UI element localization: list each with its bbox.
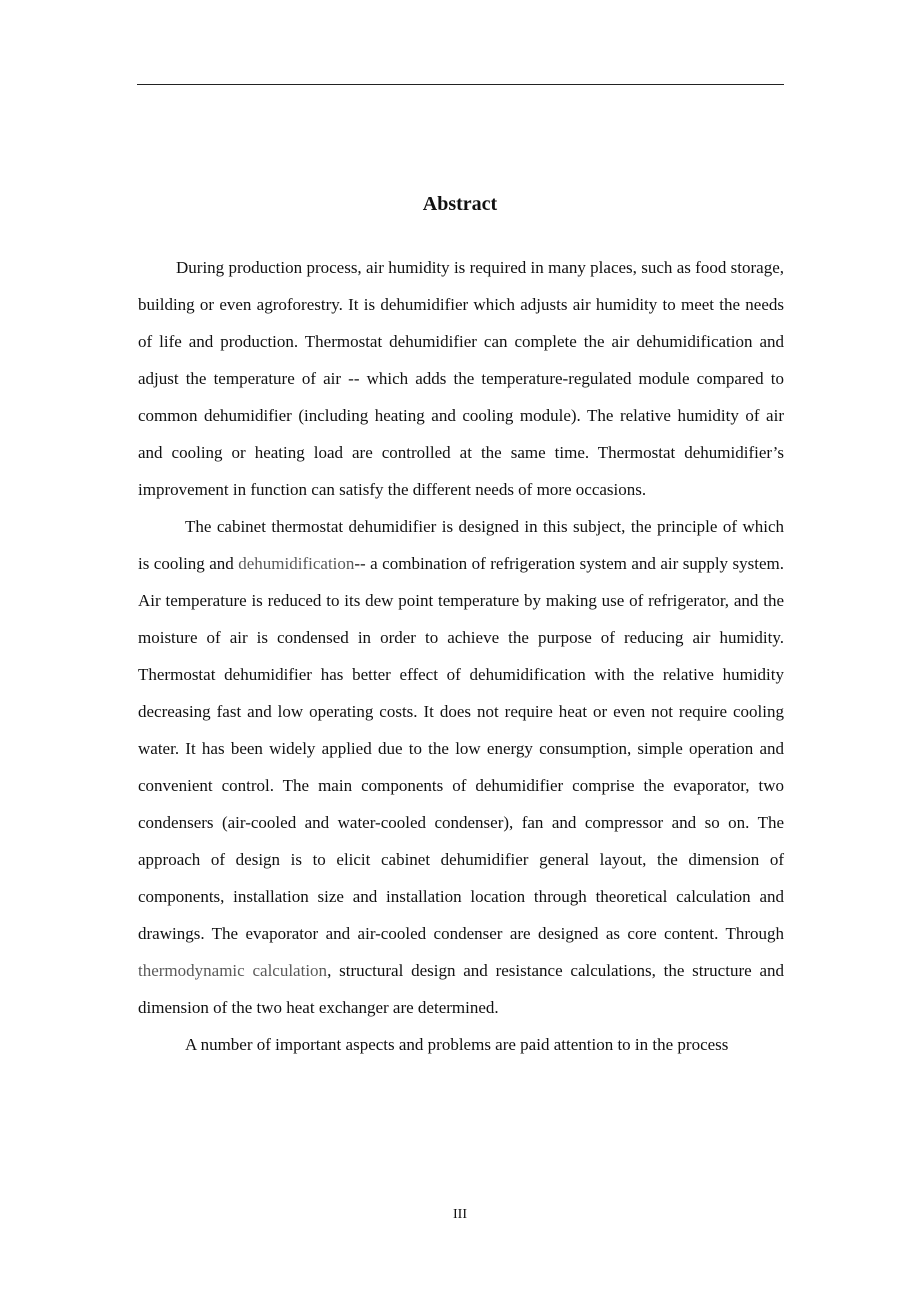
page-number: III [453,1207,467,1222]
paragraph-2 [138,508,784,1026]
abstract-body [138,249,784,1063]
paragraph-2-text-a: The cabinet thermostat dehumidifier is designed in this subject, the principle of which is cooling and [138,517,784,573]
term-thermodynamic-calculation: thermodynamic calculation [138,961,328,980]
term-dehumidification: dehumidification [238,554,355,573]
paragraph-3: A number of important aspects and problems are paid attention to in the process [185,1035,729,1054]
paragraph-1: During production process, air humidity is required in many places, such as food storage, building or even agroforestry. It is dehumidifier which adjusts air humidity to meet the needs of life and production. Thermostat dehumidifier can complete the air dehumidification and adjust the temperature of air -- which adds the temperature-regulated module compared to common dehumidifier (including heating and cooling module). The relative humidity of air and cooling or heating load are controlled at the same time. Thermostat dehumidifier’s improvement in function can satisfy the different needs of more occasions. [138,258,784,499]
page-title: Abstract [422,193,498,215]
paragraph-2-text-c: , structural design and resistance calculations, the structure and dimension of the two heat exchanger are determined. [138,961,784,1017]
header-rule [137,84,784,85]
paragraph-2-text-b: -- a combination of refrigeration system and air supply system. Air temperature is reduced to its dew point temperature by making use of refrigerator, and the moisture of air is condensed in order to achieve the purpose of reducing air humidity. Thermostat dehumidifier has better effect of dehumidification with the relative humidity decreasing fast and low operating costs. It does not require heat or even not require cooling water. It has been widely applied due to the low energy consumption, simple operation and convenient control. The main components of dehumidifier comprise the evaporator, two condensers (air-cooled and water-cooled condenser), fan and compressor and so on. The approach of design is to elicit cabinet dehumidifier general layout, the dimension of components, installation size and installation location through theoretical calculation and drawings. The evaporator and air-cooled condenser are designed as core content. Through [138,554,784,943]
